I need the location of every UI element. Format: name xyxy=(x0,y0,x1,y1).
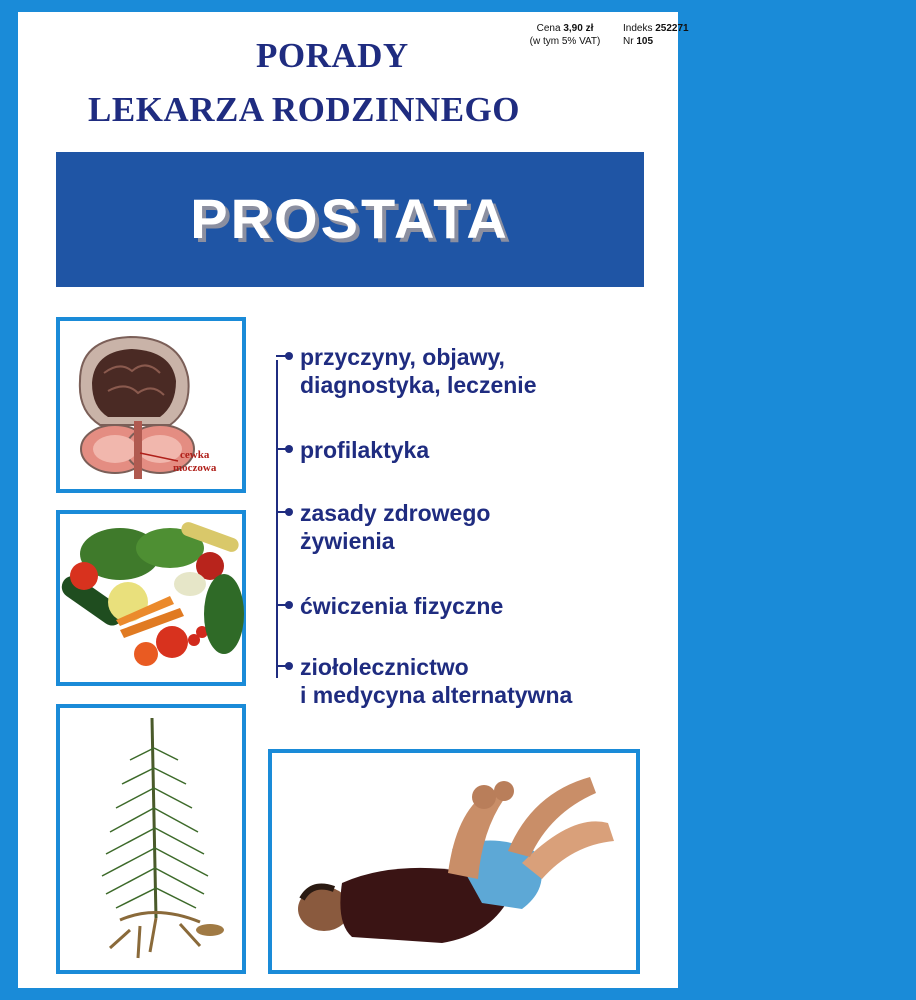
bullet-item: ziołolecznictwo i medycyna alternatywna xyxy=(300,654,573,708)
series-title-line1: PORADY xyxy=(256,36,409,75)
title-band xyxy=(56,152,644,287)
bullet-item: profilaktyka xyxy=(300,437,430,463)
issue-nr-label: Nr xyxy=(623,36,634,47)
bullet-item: ćwiczenia fizyczne xyxy=(300,593,504,619)
urethra-label: cewka moczowa xyxy=(173,449,217,474)
book-title: PROSTATA xyxy=(190,187,510,250)
series-title-line2: LEKARZA RODZINNEGO xyxy=(88,90,520,129)
bullet-item: przyczyny, objawy, diagnostyka, leczenie xyxy=(300,344,537,398)
vegetables-photo xyxy=(56,510,246,686)
price-value: 3,90 zł xyxy=(563,23,594,34)
vegetables-image xyxy=(60,514,242,682)
index-value: 252271 xyxy=(655,23,689,34)
bullet-item: zasady zdrowego żywienia xyxy=(300,500,491,554)
vat-note: (w tym 5% VAT) xyxy=(529,36,601,47)
issue-nr-value: 105 xyxy=(636,36,654,47)
anatomy-illustration xyxy=(56,317,246,493)
horsetail-plant-photo xyxy=(56,704,246,974)
book-cover xyxy=(18,12,689,988)
bullet-connector-line xyxy=(276,360,290,678)
exercise-photo xyxy=(268,749,640,974)
horsetail-image xyxy=(60,708,242,970)
price-label: Cena xyxy=(536,23,561,34)
exercise-image xyxy=(272,753,636,970)
index-label: Indeks xyxy=(623,23,653,34)
